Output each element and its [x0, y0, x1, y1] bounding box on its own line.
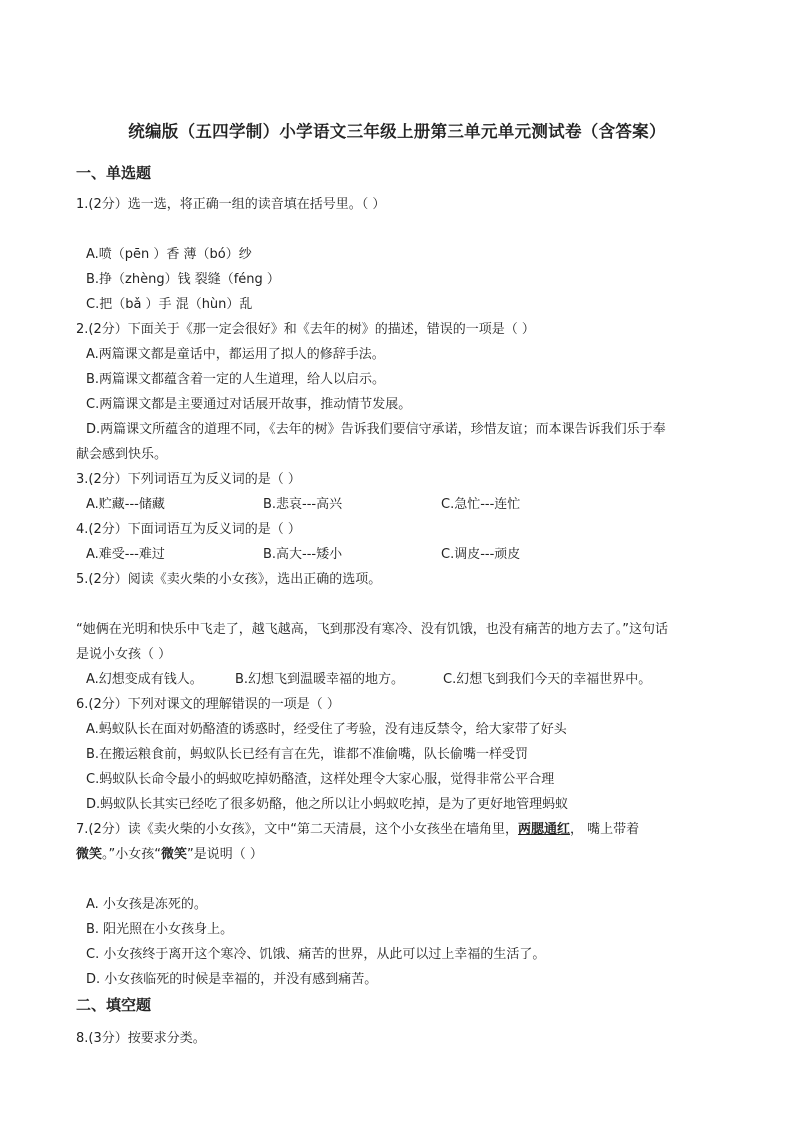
question-4-option-c: C.调皮---顽皮	[441, 547, 521, 562]
section-heading-fill-in: 二、填空题	[76, 996, 152, 1014]
question-2-option-d-continued: 献会感到快乐。	[76, 447, 168, 462]
question-5-option-b: B.幻想飞到温暖幸福的地方。	[235, 672, 405, 687]
question-7-stem-line-2	[76, 846, 263, 864]
question-5-option-a: A.幻想变成有钱人。	[86, 672, 203, 687]
question-7-emphasis-smile-1: 微笑	[76, 847, 103, 862]
question-7-line-2-middle: 。”小女孩“	[102, 847, 161, 862]
question-6-option-d: D.蚂蚁队长其实已经吃了很多奶酪，他之所以让小蚂蚁吃掉，是为了更好地管理蚂蚁	[86, 797, 569, 812]
question-1-stem: 1.(2分）选一选，将正确一组的读音填在括号里。（ ）	[76, 197, 386, 212]
question-2-option-b: B.两篇课文都蕴含着一定的人生道理，给人以启示。	[86, 372, 386, 387]
question-2-option-a: A.两篇课文都是童话中，都运用了拟人的修辞手法。	[86, 347, 385, 362]
question-1-option-b: B.挣（zhèng）钱 裂缝（féng ）	[86, 272, 280, 287]
question-1-option-a: A.喷（pēn ）香 薄（bó）纱	[86, 247, 252, 262]
question-2-option-c: C.两篇课文都是主要通过对话展开故事，推动情节发展。	[86, 397, 412, 412]
question-3-option-c: C.急忙---连忙	[441, 497, 521, 512]
question-7-option-c: C. 小女孩终于离开这个寒冷、饥饿、痛苦的世界，从此可以过上幸福的生活了。	[86, 947, 546, 962]
question-7-stem-text: 7.(2分）读《卖火柴的小女孩》，文中“第二天清晨，这个小女孩坐在墙角里，	[76, 822, 518, 837]
question-7-emphasis-smile-2: 微笑	[161, 847, 188, 862]
question-4-option-a: A.难受---难过	[86, 547, 165, 562]
question-6-stem: 6.(2分）下列对课文的理解错误的一项是（ ）	[76, 697, 340, 712]
question-5-quote-line-2: 是说小女孩（ ）	[76, 647, 172, 662]
question-4-stem: 4.(2分）下面词语互为反义词的是（ ）	[76, 522, 301, 537]
document-title: 统编版（五四学制）小学语文三年级上册第三单元单元测试卷（含答案）	[128, 122, 666, 141]
question-5-quote-line-1: “她俩在光明和快乐中飞走了，越飞越高，飞到那没有寒冷、没有饥饿，也没有痛苦的地方去了。”这句话	[76, 622, 668, 637]
question-7-stem-line-1	[76, 821, 639, 839]
question-7-line-2-end: ”是说明（ ）	[187, 847, 263, 862]
question-7-option-a: A. 小女孩是冻死的。	[86, 897, 207, 912]
question-2-option-d: D.两篇课文所蕴含的道理不同，《去年的树》告诉我们要信守承诺，珍惜友谊；而本课告诉我们乐于奉	[86, 422, 666, 437]
question-5-option-c: C.幻想飞到我们今天的幸福世界中。	[443, 672, 652, 687]
question-6-option-a: A.蚂蚁队长在面对奶酪渣的诱惑时，经受住了考验，没有违反禁令，给大家带了好头	[86, 722, 567, 737]
question-6-option-c: C.蚂蚁队长命令最小的蚂蚁吃掉奶酪渣，这样处理令大家心服，觉得非常公平合理	[86, 772, 555, 787]
question-1-option-c: C.把（bǎ ）手 混（hùn）乱	[86, 297, 253, 312]
question-4-option-b: B.高大---矮小	[263, 547, 343, 562]
question-7-stem-text-end: ， 嘴上带着	[570, 822, 640, 837]
question-7-option-d: D. 小女孩临死的时候是幸福的，并没有感到痛苦。	[86, 972, 378, 987]
question-8-stem: 8.(3分）按要求分类。	[76, 1031, 206, 1046]
question-3-option-b: B.悲哀---高兴	[263, 497, 343, 512]
question-7-emphasis-phrase: 两腮通红	[517, 822, 570, 837]
question-3-option-a: A.贮藏---储藏	[86, 497, 165, 512]
section-heading-single-choice: 一、单选题	[76, 164, 152, 182]
question-7-option-b: B. 阳光照在小女孩身上。	[86, 922, 234, 937]
question-2-stem: 2.(2分）下面关于《那一定会很好》和《去年的树》的描述，错误的一项是（ ）	[76, 322, 535, 337]
question-6-option-b: B.在搬运粮食前，蚂蚁队长已经有言在先，谁都不准偷嘴，队长偷嘴一样受罚	[86, 747, 529, 762]
question-5-stem: 5.(2分）阅读《卖火柴的小女孩》，选出正确的选项。	[76, 572, 382, 587]
question-3-stem: 3.(2分）下列词语互为反义词的是（ ）	[76, 472, 301, 487]
